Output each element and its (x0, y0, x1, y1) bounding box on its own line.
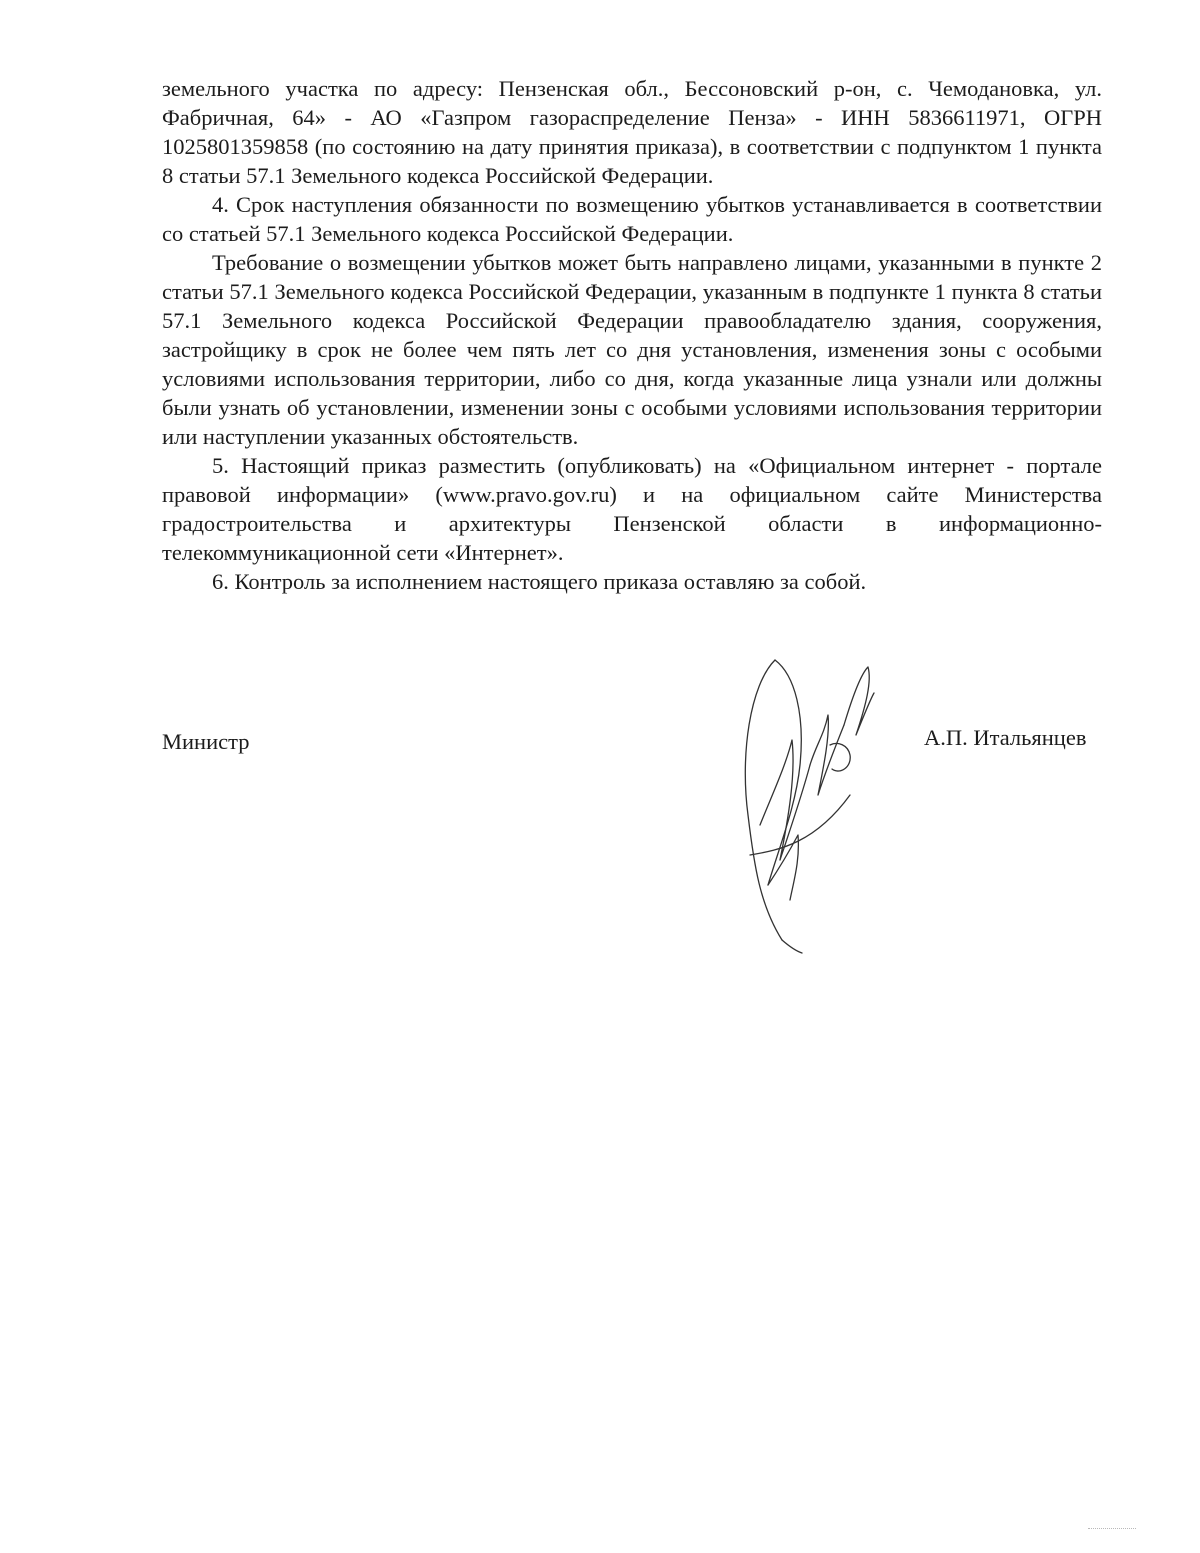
scan-artifact (1088, 1528, 1136, 1529)
paragraph-6-control: 6. Контроль за исполнением настоящего приказа оставляю за собой. (212, 569, 867, 594)
paragraph-4-loss-compensation-term: 4. Срок наступления обязанности по возмещению убытков устанавливается в соответствии со статьей 57.1 Земельного кодекса Российской Федерации. (162, 192, 1102, 246)
paragraph-5-publication: 5. Настоящий приказ разместить (опубликовать) на «Официальном интернет - портале правовой информации» (www.pravo.gov.ru) и на официальном сайте Министерства градостроительства и архитектуры Пензенской области в информационно-телекоммуникационной сети «Интернет». (162, 453, 1102, 565)
document-body (162, 74, 1102, 596)
paragraph-compensation-claim: Требование о возмещении убытков может быть направлено лицами, указанными в пункте 2 статьи 57.1 Земельного кодекса Российской Федерации, указанным в подпункте 1 пункта 8 статьи 57.1 Земельного кодекса Российской Федерации правообладателю здания, сооружения, застройщику в срок не более чем пять лет со дня установления, изменения зоны с особыми условиями использования территории, либо со дня, когда указанные лица узнали или должны были узнать об установлении, изменении зоны с особыми условиями использования территории или наступлении указанных обстоятельств. (162, 250, 1102, 449)
handwritten-signature (720, 645, 900, 955)
signatory-title: Министр (162, 729, 250, 754)
signatory-name: А.П. Итальянцев (924, 725, 1087, 750)
paragraph-continuation: земельного участка по адресу: Пензенская обл., Бессоновский р-он, с. Чемодановка, ул. Фабричная, 64» - АО «Газпром газораспределение Пенза» - ИНН 5836611971, ОГРН 1025801359858 (по состоянию на дату принятия приказа), в соответствии с подпунктом 1 пункта 8 статьи 57.1 Земельного кодекса Российской Федерации. (162, 76, 1102, 188)
